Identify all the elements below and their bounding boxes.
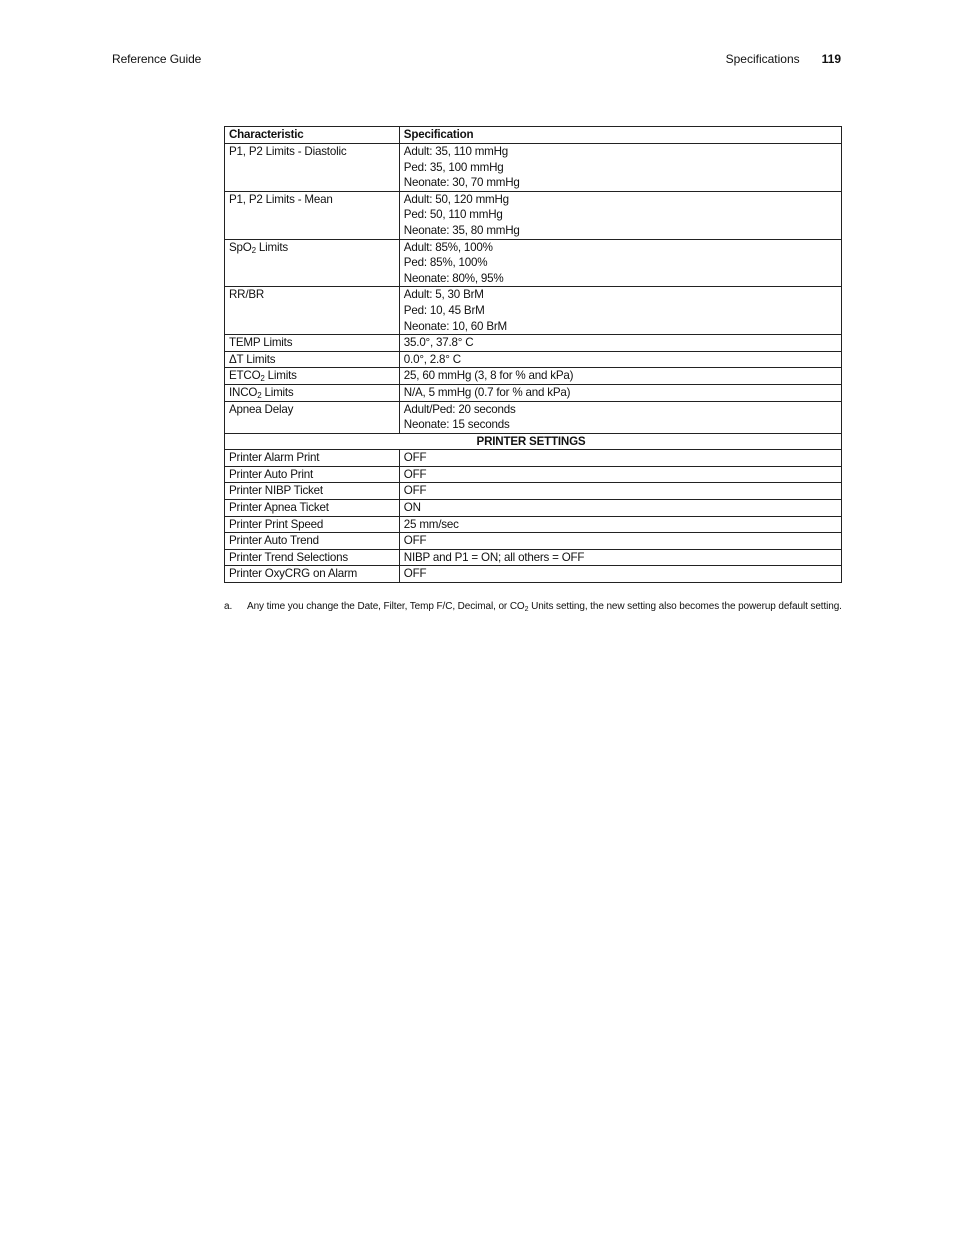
characteristic-cell: P1, P2 Limits - Diastolic — [225, 144, 400, 192]
table-row — [225, 466, 842, 483]
table-row — [225, 351, 842, 368]
specification-cell: OFF — [399, 566, 841, 583]
spec-line: Ped: 35, 100 mmHg — [403, 160, 504, 174]
specification-cell — [399, 287, 841, 335]
characteristic-cell: Printer Auto Print — [225, 466, 400, 483]
table-row — [225, 368, 842, 385]
spec-line: Adult: 35, 110 mmHg — [403, 145, 509, 158]
column-header-specification: Specification — [399, 127, 841, 144]
table-row — [225, 516, 842, 533]
spec-line: Ped: 10, 45 BrM — [403, 303, 485, 317]
characteristic-cell: Apnea Delay — [225, 401, 400, 433]
spec-line: Adult/Ped: 20 seconds — [403, 402, 516, 416]
specification-cell — [399, 401, 841, 433]
characteristic-cell: TEMP Limits — [225, 335, 400, 352]
table-row — [225, 144, 842, 192]
spec-line: Neonate: 30, 70 mmHg — [403, 176, 520, 190]
column-header-characteristic: Characteristic — [225, 127, 400, 144]
specification-cell — [399, 191, 841, 239]
spec-line: Adult: 50, 120 mmHg — [403, 192, 509, 206]
table-row — [225, 239, 842, 287]
table-row — [225, 287, 842, 335]
characteristic-cell: $INCO_2$ Limits — [225, 384, 400, 401]
table-body — [225, 144, 842, 583]
spec-line: Neonate: 15 seconds — [403, 418, 510, 432]
table-header-row — [225, 127, 842, 144]
table-row — [225, 450, 842, 467]
specification-cell: 25 mm/sec — [399, 516, 841, 533]
spec-line: 35.0°, 37.8° C — [403, 336, 474, 350]
specification-cell: OFF — [399, 483, 841, 500]
characteristic-cell: Printer Apnea Ticket — [225, 500, 400, 517]
running-header-right — [726, 52, 841, 66]
spec-line: Ped: 85%, 100% — [403, 256, 488, 270]
specification-cell: NIBP and P1 = ON; all others = OFF — [399, 549, 841, 566]
section-title: PRINTER SETTINGS — [225, 433, 842, 450]
specification-cell: OFF — [399, 533, 841, 550]
spec-line: Neonate: 80%, 95% — [403, 271, 504, 285]
specification-cell — [399, 144, 841, 192]
specification-cell: OFF — [399, 466, 841, 483]
characteristic-cell: Printer Auto Trend — [225, 533, 400, 550]
table-row — [225, 566, 842, 583]
footnote — [224, 599, 842, 615]
characteristic-cell: Printer Print Speed — [225, 516, 400, 533]
characteristic-cell: P1, P2 Limits - Mean — [225, 191, 400, 239]
table-row — [225, 549, 842, 566]
characteristic-cell: Printer Alarm Print — [225, 450, 400, 467]
specification-cell — [399, 351, 841, 368]
table-row — [225, 533, 842, 550]
characteristic-cell: ΔT Limits — [225, 351, 400, 368]
table-row — [225, 335, 842, 352]
section-name: Specifications — [725, 52, 800, 66]
characteristic-cell: SpO$_2$ Limits — [225, 239, 400, 287]
specification-cell — [399, 239, 841, 287]
specification-cell: OFF — [399, 450, 841, 467]
specifications-table — [224, 126, 842, 583]
spec-line: Adult: 5, 30 BrM — [403, 288, 484, 302]
specification-cell — [399, 384, 841, 401]
spec-line: Ped: 50, 110 mmHg — [403, 208, 503, 222]
table-row — [225, 191, 842, 239]
specification-cell — [399, 368, 841, 385]
section-row-printer-settings — [225, 433, 842, 450]
characteristic-cell: $ETCO_2$ Limits — [225, 368, 400, 385]
characteristic-cell: RR/BR — [225, 287, 400, 335]
characteristic-cell: Printer Trend Selections — [225, 549, 400, 566]
page-number: 119 — [821, 52, 841, 66]
spec-line: 0.0°, 2.8° C — [403, 352, 461, 366]
table-row — [225, 483, 842, 500]
spec-line: N/A, 5 mmHg (0.7 for % and kPa) — [403, 385, 571, 399]
table-row — [225, 384, 842, 401]
specification-cell: ON — [399, 500, 841, 517]
characteristic-cell: Printer NIBP Ticket — [225, 483, 400, 500]
spec-line: Adult: 85%, 100% — [403, 240, 493, 254]
spec-line: Neonate: 35, 80 mmHg — [403, 223, 520, 237]
table-row — [225, 401, 842, 433]
footnote-marker: a. — [224, 601, 233, 612]
footnote-text: Any time you change the Date, Filter, Temp F/C, Decimal, or $CO_2$ Units setting, the new setting also becomes the powerup default setting. — [247, 601, 842, 613]
spec-line: 25, 60 mmHg (3, 8 for % and kPa) — [403, 369, 574, 383]
spec-line: Neonate: 10, 60 BrM — [403, 319, 507, 333]
specification-cell — [399, 335, 841, 352]
characteristic-cell: Printer OxyCRG on Alarm — [225, 566, 400, 583]
running-header-title: Reference Guide — [112, 52, 202, 66]
table-row — [225, 500, 842, 517]
